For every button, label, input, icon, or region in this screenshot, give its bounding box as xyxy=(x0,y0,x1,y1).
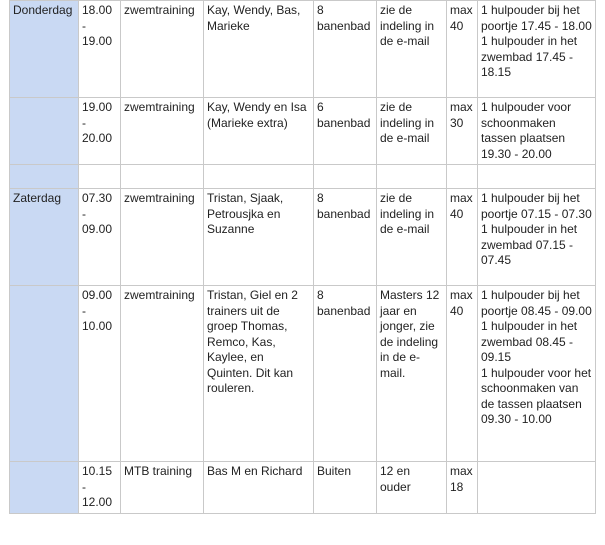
group-cell: Masters 12 jaar en jonger, zie de indeling in de e-mail. xyxy=(377,286,447,462)
activity-cell: zwemtraining xyxy=(121,98,204,165)
max-cell: max 40 xyxy=(447,189,478,286)
spacer-row xyxy=(10,165,596,189)
table-row xyxy=(10,462,596,514)
group-cell: zie de indeling in de e-mail xyxy=(377,1,447,98)
group-cell: zie de indeling in de e-mail xyxy=(377,189,447,286)
empty-cell xyxy=(79,165,121,189)
helpers-cell: 1 hulpouder bij het poortje 07.15 - 07.30 1 hulpouder in het zwembad 07.15 - 07.45 xyxy=(478,189,596,286)
pool-cell: 8 banenbad xyxy=(314,1,377,98)
trainers-cell: Kay, Wendy en Isa (Marieke extra) xyxy=(204,98,314,165)
time-cell: 10.15 - 12.00 xyxy=(79,462,121,514)
table-row xyxy=(10,1,596,98)
max-cell: max 40 xyxy=(447,286,478,462)
activity-cell: zwemtraining xyxy=(121,1,204,98)
pool-cell: 8 banenbad xyxy=(314,286,377,462)
table-row xyxy=(10,286,596,462)
day-cell xyxy=(10,286,79,462)
trainers-cell: Bas M en Richard xyxy=(204,462,314,514)
day-cell: Zaterdag xyxy=(10,189,79,286)
activity-cell: zwemtraining xyxy=(121,286,204,462)
time-cell: 19.00 - 20.00 xyxy=(79,98,121,165)
schedule-table xyxy=(9,0,596,514)
pool-cell: 6 banenbad xyxy=(314,98,377,165)
empty-cell xyxy=(478,165,596,189)
group-cell: 12 en ouder xyxy=(377,462,447,514)
max-cell: max 18 xyxy=(447,462,478,514)
schedule-body xyxy=(10,1,596,514)
helpers-cell: 1 hulpouder bij het poortje 17.45 - 18.00 1 hulpouder in het zwembad 17.45 - 18.15 xyxy=(478,1,596,98)
trainers-cell: Tristan, Giel en 2 trainers uit de groep Thomas, Remco, Kas, Kaylee, en Quinten. Dit kan rouleren. xyxy=(204,286,314,462)
activity-cell: zwemtraining xyxy=(121,189,204,286)
table-row xyxy=(10,98,596,165)
table-row xyxy=(10,189,596,286)
trainers-cell: Tristan, Sjaak, Petrousjka en Suzanne xyxy=(204,189,314,286)
pool-cell: Buiten xyxy=(314,462,377,514)
empty-cell xyxy=(121,165,204,189)
activity-cell: MTB training xyxy=(121,462,204,514)
empty-cell xyxy=(377,165,447,189)
time-cell: 18.00 - 19.00 xyxy=(79,1,121,98)
empty-cell xyxy=(314,165,377,189)
empty-cell xyxy=(204,165,314,189)
empty-cell xyxy=(447,165,478,189)
day-cell: Donderdag xyxy=(10,1,79,98)
pool-cell: 8 banenbad xyxy=(314,189,377,286)
day-cell xyxy=(10,98,79,165)
day-cell xyxy=(10,165,79,189)
max-cell: max 40 xyxy=(447,1,478,98)
day-cell xyxy=(10,462,79,514)
time-cell: 09.00 - 10.00 xyxy=(79,286,121,462)
helpers-cell: 1 hulpouder voor schoonmaken tassen plaatsen 19.30 - 20.00 xyxy=(478,98,596,165)
trainers-cell: Kay, Wendy, Bas, Marieke xyxy=(204,1,314,98)
helpers-cell: 1 hulpouder bij het poortje 08.45 - 09.00 1 hulpouder in het zwembad 08.45 - 09.15 1 hulpouder voor het schoonmaken van de tassen plaatsen 09.30 - 10.00 xyxy=(478,286,596,462)
max-cell: max 30 xyxy=(447,98,478,165)
group-cell: zie de indeling in de e-mail xyxy=(377,98,447,165)
helpers-cell xyxy=(478,462,596,514)
time-cell: 07.30 - 09.00 xyxy=(79,189,121,286)
